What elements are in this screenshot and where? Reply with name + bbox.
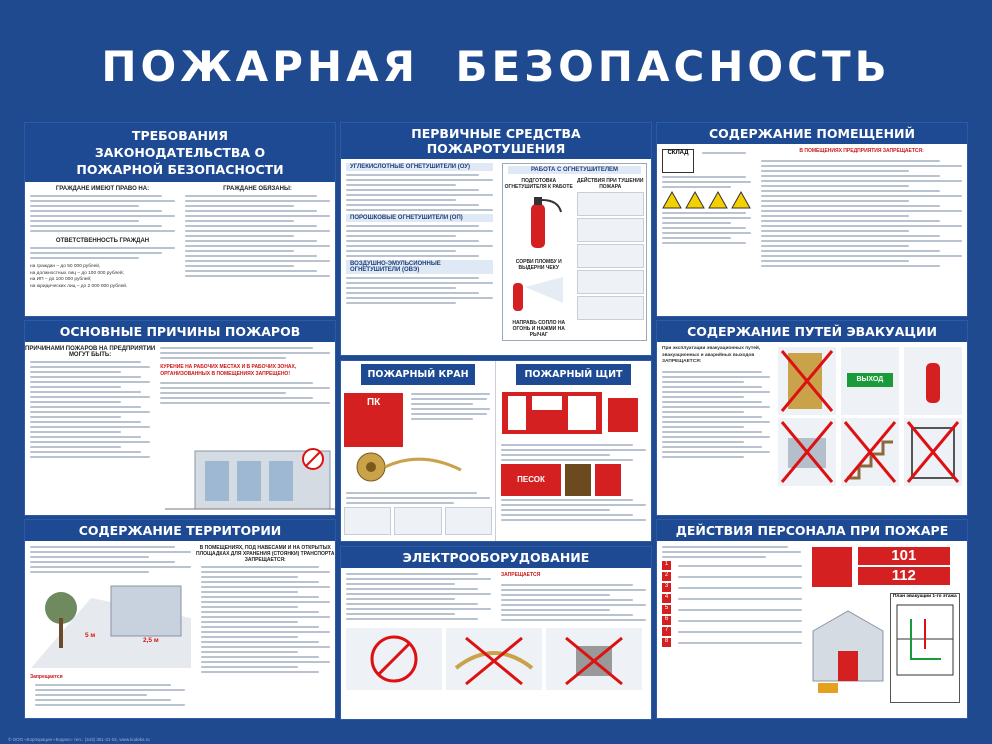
hydrant-cabinet: ПК bbox=[344, 393, 403, 447]
foam-title: ВОЗДУШНО-ЭМУЛЬСИОННЫЕ ОГНЕТУШИТЕЛИ (ОВЭ) bbox=[346, 260, 493, 274]
panel-title-causes: ОСНОВНЫЕ ПРИЧИНЫ ПОЖАРОВ bbox=[25, 321, 335, 344]
smoking-warning: КУРЕНИЕ НА РАБОЧИХ МЕСТАХ И В РАБОЧИХ ЗОНАХ, ОРГАНИЗОВАННЫХ В ПОМЕЩЕНИЯХ ЗАПРЕЩЕНО! bbox=[160, 364, 297, 377]
causes-left-title: ПРИЧИНАМИ ПОЖАРОВ НА ПРЕДПРИЯТИИ МОГУТ БЫТЬ: bbox=[25, 346, 156, 358]
phone-112: 112 bbox=[858, 567, 950, 585]
responsibility-title: ОТВЕТСТВЕННОСТЬ ГРАЖДАН bbox=[55, 238, 150, 244]
step-aim: НАПРАВЬ СОПЛО НА ОГОНЬ И НАЖМИ НА РЫЧАГ bbox=[512, 320, 566, 338]
panel-title-evacuation: СОДЕРЖАНИЕ ПУТЕЙ ЭВАКУАЦИИ bbox=[657, 321, 967, 344]
fine-1: на граждан – до 50 000 рублей, bbox=[30, 264, 101, 269]
distance-5m: 5 м bbox=[85, 632, 96, 639]
operator-portrait bbox=[812, 547, 852, 587]
panel-title-primary: ПЕРВИЧНЫЕ СРЕДСТВА ПОЖАРОТУШЕНИЯ bbox=[341, 123, 651, 161]
exit-sign: ВЫХОД bbox=[847, 373, 893, 387]
territory-forbidden: Запрещается bbox=[30, 674, 63, 680]
step-2: 2 bbox=[662, 572, 671, 581]
forbidden-wire-icon bbox=[346, 628, 442, 690]
panel-title-legislation: ТРЕБОВАНИЯ ЗАКОНОДАТЕЛЬСТВА О ПОЖАРНОЙ БЕЗОПАСНОСТИ bbox=[25, 123, 335, 184]
panel-title-electric: ЭЛЕКТРООБОРУДОВАНИЕ bbox=[341, 547, 651, 570]
co2-title: УГЛЕКИСЛОТНЫЕ ОГНЕТУШИТЕЛИ (ОУ) bbox=[346, 163, 493, 171]
work-title: РАБОТА С ОГНЕТУШИТЕЛЕМ bbox=[508, 166, 641, 174]
step-7: 7 bbox=[662, 627, 671, 636]
panel-premises bbox=[656, 122, 968, 317]
step-4: 4 bbox=[662, 594, 671, 603]
panel-title-territory: СОДЕРЖАНИЕ ТЕРРИТОРИИ bbox=[25, 520, 335, 543]
hose-reel-icon bbox=[341, 450, 491, 484]
step-1: 1 bbox=[662, 561, 671, 570]
forbidden-cable-icon bbox=[446, 628, 542, 690]
warehouse-illustration bbox=[808, 591, 888, 701]
fire-extinguisher-wall-icon bbox=[904, 347, 962, 415]
evacuation-plan-title: План эвакуации 1-го этажа bbox=[892, 594, 957, 599]
fire-board-icon bbox=[496, 390, 646, 436]
warning-sign-icon bbox=[662, 191, 682, 209]
panel-primary bbox=[340, 122, 652, 356]
extinguisher-spray-icon bbox=[503, 273, 573, 313]
rights-title: ГРАЖДАНЕ ИМЕЮТ ПРАВО НА: bbox=[55, 186, 150, 192]
distance-2-5m: 2,5 м bbox=[143, 637, 159, 644]
blocked-corridor-icon bbox=[778, 418, 836, 486]
panel-hydrant-board bbox=[340, 360, 652, 542]
panel-evacuation bbox=[656, 320, 968, 516]
phone-101: 101 bbox=[858, 547, 950, 565]
warning-sign-icon bbox=[708, 191, 728, 209]
prep-title: ПОДГОТОВКА ОГНЕТУШИТЕЛЯ К РАБОТЕ bbox=[504, 178, 573, 190]
powder-title: ПОРОШКОВЫЕ ОГНЕТУШИТЕЛИ (ОП) bbox=[346, 214, 493, 222]
duties-title: ГРАЖДАНЕ ОБЯЗАНЫ: bbox=[223, 186, 292, 192]
premises-forbidden-title: В ПОМЕЩЕНИЯХ ПРЕДПРИЯТИЯ ЗАПРЕЩАЕТСЯ: bbox=[799, 148, 924, 154]
panel-territory bbox=[24, 519, 336, 719]
forbidden-heater-icon bbox=[546, 628, 642, 690]
warning-sign-icon bbox=[685, 191, 705, 209]
step-pull-pin: СОРВИ ПЛОМБУ И ВЫДЕРНИ ЧЕКУ bbox=[515, 259, 562, 271]
fine-2: на должностных лиц – до 100 000 рублей; bbox=[30, 270, 124, 276]
warehouse-sign: СКЛАД bbox=[662, 149, 694, 173]
step-3: 3 bbox=[662, 583, 671, 592]
fine-4: на юридических лиц – до 2 000 000 рублей. bbox=[30, 283, 128, 289]
poster-title: ПОЖАРНАЯ БЕЗОПАСНОСТЬ bbox=[101, 42, 891, 91]
action-title: ДЕЙСТВИЯ ПРИ ТУШЕНИИ ПОЖАРА bbox=[577, 178, 644, 190]
warning-sign-icon bbox=[731, 191, 751, 209]
electric-forbidden: ЗАПРЕЩАЕТСЯ bbox=[501, 572, 541, 578]
board-title: ПОЖАРНЫЙ ЩИТ bbox=[516, 364, 631, 387]
panel-title-actions: ДЕЙСТВИЯ ПЕРСОНАЛА ПРИ ПОЖАРЕ bbox=[657, 520, 967, 543]
territory-right-title: В ПОМЕЩЕНИЯХ, ПОД НАВЕСАМИ И НА ОТКРЫТЫХ ПЛОЩАДКАХ ДЛЯ ХРАНЕНИЯ (СТОЯНКИ) ТРАНСПОРТА ЗАПРЕЩАЕТСЯ: bbox=[195, 545, 335, 563]
step-5: 5 bbox=[662, 605, 671, 614]
step-6: 6 bbox=[662, 616, 671, 625]
evacuation-plan-map bbox=[891, 599, 959, 689]
blocked-gate-icon bbox=[904, 418, 962, 486]
panel-causes bbox=[24, 320, 336, 516]
step-8: 8 bbox=[662, 638, 671, 647]
blocked-stairs-icon bbox=[841, 418, 899, 486]
panel-legislation bbox=[24, 122, 336, 317]
evacuation-intro: При эксплуатации эвакуационных путей, эвакуационных и аварийных выходов ЗАПРЕЩАЕТСЯ: bbox=[662, 346, 761, 365]
building-illustration bbox=[165, 431, 335, 513]
footer-copyright: © ООО «Корпорация «Кодекс» тел.: (343) 351-31-02, www.kodeks.ru bbox=[8, 737, 150, 742]
panel-actions bbox=[656, 519, 968, 719]
panel-electric bbox=[340, 546, 652, 720]
territory-illustration bbox=[31, 578, 191, 668]
sand-box: ПЕСОК bbox=[501, 464, 561, 496]
hydrant-title: ПОЖАРНЫЙ КРАН bbox=[361, 364, 475, 387]
extinguisher-icon bbox=[503, 192, 573, 252]
fine-3: на ИП – до 100 000 рублей; bbox=[30, 277, 92, 283]
panel-title-premises: СОДЕРЖАНИЕ ПОМЕЩЕНИЙ bbox=[657, 123, 967, 146]
blocked-door-icon bbox=[778, 347, 836, 415]
